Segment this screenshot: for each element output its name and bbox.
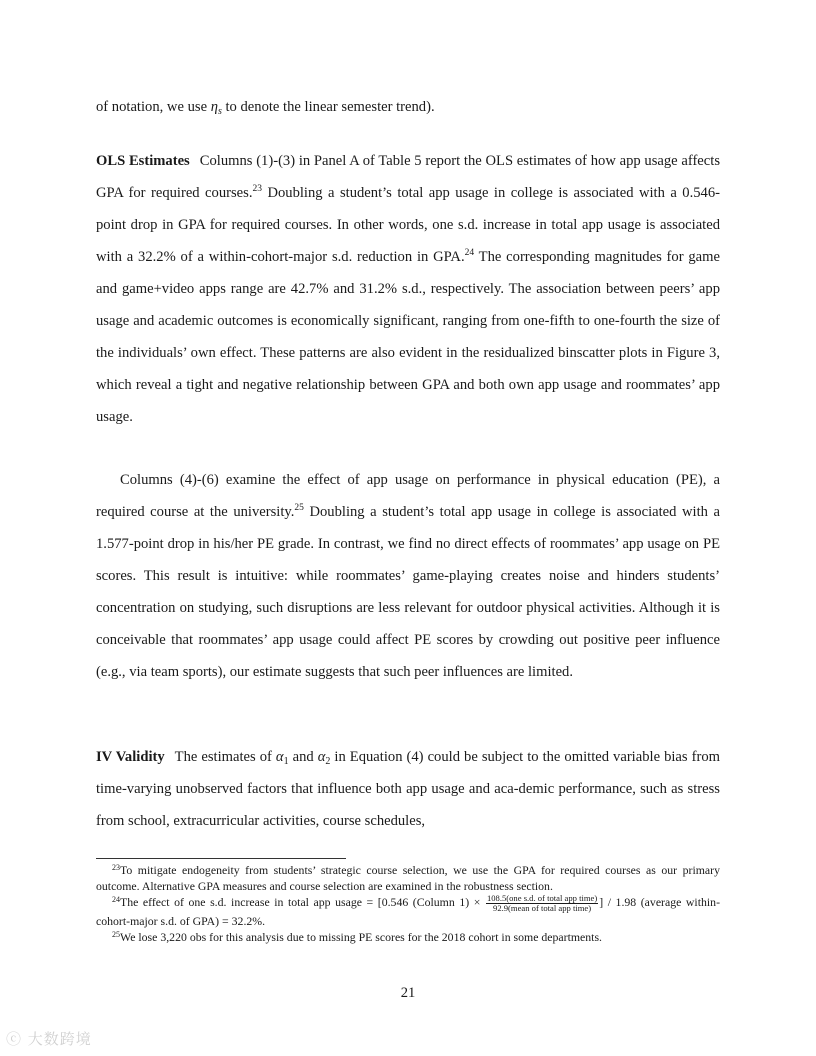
paragraph-iv-validity	[96, 741, 720, 837]
fraction-numerator: 108.5(one s.d. of total app time)	[486, 893, 598, 903]
math-subscript: s	[217, 106, 222, 117]
watermark-text: 大数跨境	[27, 1030, 92, 1048]
section-heading-iv: IV Validity	[96, 749, 165, 765]
text-run: in Equation (4) could be subject to the omitted variable bias from time-varying unobserved factors that influence both app usage and aca-demic performance, such as stress from school, extracurricular activities, course schedules,	[96, 749, 720, 829]
footnote-25	[96, 929, 720, 945]
footnote-number: 24	[112, 895, 120, 905]
footnote-divider	[96, 858, 346, 859]
text-run: The estimates of	[174, 749, 276, 765]
math-subscript: 1	[283, 756, 289, 767]
text-run: and	[288, 749, 318, 765]
text-run: Doubling a student’s total app usage in college is associated with a 1.577-point drop in his/her PE grade. In contrast, we find no direct effects of roommates’ app usage on PE scores. This result is intuitive: while roommates’ game-playing creates noise and hinders students’ concentration on studying, such disruptions are less relevant for outdoor physical activities. Although it is conceivable that roommates’ app usage could affect PE scores by crowding out positive peer influence (e.g., via team sports), our estimate suggests that such peer influences are limited.	[96, 504, 720, 680]
paragraph-ols-estimates	[96, 145, 720, 433]
math-subscript: 2	[325, 756, 331, 767]
fraction-denominator: 92.9(mean of total app time)	[493, 903, 592, 913]
footnote-23	[96, 862, 720, 894]
text-run: Columns (4)-(6) examine the effect of app usage on performance in physical education (PE), a required course at the university.	[96, 472, 720, 520]
text-run: to denote the linear semester trend).	[221, 99, 435, 115]
footnote-ref-25[interactable]: 25	[294, 503, 304, 513]
paragraph-notation	[96, 91, 720, 123]
math-alpha: α	[317, 749, 326, 765]
footnote-text: We lose 3,220 obs for this analysis due to missing PE scores for the 2018 cohort in some departments.	[120, 930, 602, 944]
fraction	[486, 894, 598, 913]
footnotes	[96, 862, 720, 945]
math-alpha: α	[275, 749, 284, 765]
math-eta: η	[210, 99, 218, 115]
footnote-number: 25	[112, 930, 120, 939]
section-heading-ols: OLS Estimates	[96, 153, 190, 169]
footnote-text: The effect of one s.d. increase in total app usage = [0.546 (Column 1) ×	[120, 895, 485, 910]
text-run: The corresponding magnitudes for game and game+video apps range are 42.7% and 31.2% s.d., respectively. The association between peers’ app usage and academic outcomes is economically significant, ranging from one-fifth to one-fourth the size of the individuals’ own effect. These patterns are also evident in the residualized binscatter plots in Figure 3, which reveal a tight and negative relationship between GPA and both own app usage and roommates’ app usage.	[96, 249, 720, 425]
text-run: of notation, we use	[96, 99, 211, 115]
footnote-text: ] / 1.98 (average within-cohort-major s.d. of GPA) = 32.2%.	[96, 895, 720, 928]
page-number: 21	[400, 985, 416, 1001]
paragraph-pe-effects	[96, 464, 720, 688]
footnote-ref-24[interactable]: 24	[464, 248, 475, 258]
text-run: Columns (1)-(3) in Panel A of Table 5 report the OLS estimates of how app usage affects GPA for required courses.	[96, 153, 720, 201]
footnote-ref-23[interactable]: 23	[252, 184, 262, 194]
watermark	[6, 1028, 92, 1049]
watermark-icon: ⓒ	[6, 1030, 23, 1048]
footnote-24	[96, 894, 720, 929]
footnote-text: To mitigate endogeneity from students’ strategic course selection, we use the GPA for required courses as our primary outcome. Alternative GPA measures and course selection are examined in the robustness section.	[96, 863, 720, 893]
text-run: Doubling a student’s total app usage in college is associated with a 0.546-point drop in GPA for required courses. In other words, one s.d. increase in total app usage is associated with a 32.2% of a within-cohort-major s.d. reduction in GPA.	[96, 185, 720, 265]
footnote-number: 23	[112, 863, 120, 872]
